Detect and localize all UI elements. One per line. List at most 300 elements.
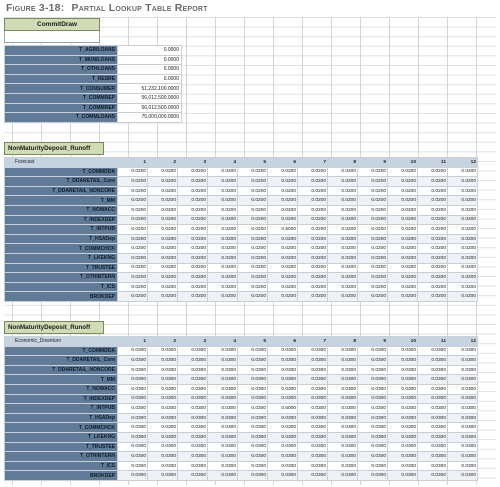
runoff-row: [5, 461, 478, 471]
commitdraw-row: [5, 74, 182, 84]
rate-cell: 0.0300: [388, 346, 418, 356]
rate-cell: 0.0300: [238, 356, 268, 366]
rate-cell: 0.0300: [148, 413, 178, 423]
rate-cell: 0.0300: [118, 384, 148, 394]
rate-cell: 0.0200: [418, 282, 448, 292]
rate-cell: 0.0200: [358, 177, 388, 187]
rate-cell: 0.0300: [298, 356, 328, 366]
rate-cell: 0.0300: [238, 442, 268, 452]
rate-cell: 0.0200: [298, 167, 328, 177]
rate-cell: 0.0200: [388, 196, 418, 206]
runoff-row: [5, 394, 478, 404]
rate-cell: 0.0200: [148, 215, 178, 225]
rate-cell: 0.0300: [448, 375, 478, 385]
runoff-row: [5, 452, 478, 462]
row-value: 0.0000: [118, 46, 182, 56]
rate-cell: 0.0300: [418, 452, 448, 462]
rate-cell: 0.0300: [388, 432, 418, 442]
rate-cell: 0.0200: [388, 292, 418, 302]
rate-cell: 0.0300: [118, 356, 148, 366]
row-value: 51,232,100.0000: [118, 84, 182, 94]
rate-cell: 0.0300: [358, 432, 388, 442]
rate-cell: 0.0200: [238, 186, 268, 196]
rate-cell: 0.0200: [298, 263, 328, 273]
runoff-row: [5, 292, 478, 302]
runoff-row: [5, 215, 478, 225]
rate-cell: 0.0300: [298, 432, 328, 442]
rate-cell: 0.0200: [118, 196, 148, 206]
rate-cell: 0.0300: [388, 384, 418, 394]
runoff-row: [5, 205, 478, 215]
rate-cell: 0.0300: [178, 471, 208, 481]
rate-cell: 0.0200: [178, 215, 208, 225]
row-label: T_NOWACC: [5, 205, 118, 215]
rate-cell: 0.0200: [268, 186, 298, 196]
period-header: 6: [268, 337, 298, 347]
row-label: T_HSADep: [5, 234, 118, 244]
rate-cell: 0.0200: [238, 253, 268, 263]
figure-number: Figure 3-18:: [6, 2, 65, 14]
rate-cell: 0.0200: [268, 196, 298, 206]
rate-cell: 0.0300: [298, 452, 328, 462]
rate-cell: 0.0200: [358, 292, 388, 302]
commitdraw-row: [5, 103, 182, 113]
rate-cell: 0.0300: [418, 365, 448, 375]
rate-cell: 0.0200: [448, 253, 478, 263]
rate-cell: 0.0300: [388, 356, 418, 366]
rate-cell: 0.0200: [148, 167, 178, 177]
rate-cell: 0.0200: [178, 196, 208, 206]
rate-cell: 0.0200: [448, 167, 478, 177]
rate-cell: 0.0300: [418, 356, 448, 366]
runoff-row: [5, 186, 478, 196]
rate-cell: 0.0300: [268, 432, 298, 442]
rate-cell: 0.0200: [118, 177, 148, 187]
rate-cell: 0.0200: [298, 273, 328, 283]
rate-cell: 0.0300: [148, 356, 178, 366]
rate-cell: 0.0200: [328, 292, 358, 302]
rate-cell: 0.0200: [358, 186, 388, 196]
rate-cell: 0.0300: [298, 404, 328, 414]
rate-cell: 0.0300: [238, 365, 268, 375]
rate-cell: 0.0200: [358, 215, 388, 225]
rate-cell: 0.0300: [208, 452, 238, 462]
rate-cell: 0.0200: [118, 282, 148, 292]
rate-cell: 0.0200: [298, 177, 328, 187]
row-label: T_LKEKNG: [5, 432, 118, 442]
rate-cell: 0.0300: [298, 394, 328, 404]
rate-cell: 0.0200: [238, 177, 268, 187]
runoff-row: [5, 273, 478, 283]
rate-cell: 0.5000: [268, 404, 298, 414]
rate-cell: 0.0300: [298, 442, 328, 452]
rate-cell: 0.0200: [328, 167, 358, 177]
commitdraw-blank-cell: [4, 31, 100, 43]
rate-cell: 0.0300: [268, 346, 298, 356]
rate-cell: 0.0200: [448, 273, 478, 283]
rate-cell: 0.0300: [418, 432, 448, 442]
rate-cell: 0.0200: [238, 205, 268, 215]
period-header: 5: [238, 158, 268, 168]
runoff-row: [5, 365, 478, 375]
rate-cell: 0.0200: [268, 234, 298, 244]
rate-cell: 0.0300: [118, 375, 148, 385]
rate-cell: 0.0300: [448, 471, 478, 481]
runoff-table: [4, 157, 478, 302]
rate-cell: 0.0200: [388, 282, 418, 292]
runoff-header-row: [5, 337, 478, 347]
rate-cell: 0.0300: [268, 384, 298, 394]
rate-cell: 0.0300: [208, 432, 238, 442]
rate-cell: 0.0300: [148, 346, 178, 356]
rate-cell: 0.0300: [118, 442, 148, 452]
period-header: 9: [358, 158, 388, 168]
rate-cell: 0.0200: [268, 244, 298, 254]
runoff-row: [5, 234, 478, 244]
rate-cell: 0.0200: [148, 253, 178, 263]
rate-cell: 0.0200: [148, 225, 178, 235]
rate-cell: 0.0200: [178, 244, 208, 254]
rate-cell: 0.0300: [358, 442, 388, 452]
rate-cell: 0.0300: [118, 394, 148, 404]
rate-cell: 0.0200: [418, 273, 448, 283]
period-header: 5: [238, 337, 268, 347]
row-label: T_MUNILOANS: [5, 55, 118, 65]
row-value: 75,000,000.0000: [118, 113, 182, 123]
rate-cell: 0.0200: [358, 282, 388, 292]
runoff-header-row: [5, 158, 478, 168]
rate-cell: 0.0200: [208, 292, 238, 302]
rate-cell: 0.0300: [148, 442, 178, 452]
rate-cell: 0.0200: [358, 263, 388, 273]
rate-cell: 0.0200: [118, 215, 148, 225]
rate-cell: 0.0200: [448, 234, 478, 244]
rate-cell: 0.0300: [418, 384, 448, 394]
period-header: 4: [208, 337, 238, 347]
runoff-row: [5, 413, 478, 423]
rate-cell: 0.0300: [328, 442, 358, 452]
runoff-row: [5, 432, 478, 442]
rate-cell: 0.0200: [238, 244, 268, 254]
period-header: 8: [328, 158, 358, 168]
period-header: 12: [448, 337, 478, 347]
runoff-row: [5, 384, 478, 394]
rate-cell: 0.0300: [118, 432, 148, 442]
runoff-row: [5, 225, 478, 235]
rate-cell: 0.0300: [388, 442, 418, 452]
rate-cell: 0.0200: [208, 215, 238, 225]
rate-cell: 0.0300: [178, 461, 208, 471]
rate-cell: 0.0300: [238, 384, 268, 394]
rate-cell: 0.0300: [148, 384, 178, 394]
rate-cell: 0.0200: [358, 225, 388, 235]
rate-cell: 0.0200: [208, 234, 238, 244]
rate-cell: 0.0200: [238, 215, 268, 225]
rate-cell: 0.0300: [268, 365, 298, 375]
period-header: 12: [448, 158, 478, 168]
period-header: 11: [418, 158, 448, 168]
rate-cell: 0.0300: [178, 394, 208, 404]
rate-cell: 0.0200: [328, 253, 358, 263]
rate-cell: 0.0200: [148, 244, 178, 254]
rate-cell: 0.0300: [178, 423, 208, 433]
rate-cell: 0.0300: [148, 423, 178, 433]
rate-cell: 0.0300: [328, 413, 358, 423]
rate-cell: 0.0300: [238, 432, 268, 442]
rate-cell: 0.0200: [418, 225, 448, 235]
row-label: T_RESRE: [5, 74, 118, 84]
rate-cell: 0.0300: [358, 471, 388, 481]
period-header: 10: [388, 337, 418, 347]
row-label: T_HSADep: [5, 413, 118, 423]
rate-cell: 0.0200: [118, 205, 148, 215]
rate-cell: 0.0300: [208, 346, 238, 356]
rate-cell: 0.0200: [448, 244, 478, 254]
rate-cell: 0.0300: [358, 356, 388, 366]
row-label: T_INDEXDEP: [5, 394, 118, 404]
runoff-row: [5, 244, 478, 254]
commitdraw-row: [5, 46, 182, 56]
rate-cell: 0.0300: [418, 442, 448, 452]
rate-cell: 0.0200: [418, 292, 448, 302]
rate-cell: 0.0300: [448, 452, 478, 462]
runoff-row: [5, 253, 478, 263]
rate-cell: 0.0300: [208, 423, 238, 433]
row-label: T_INTPUB: [5, 225, 118, 235]
rate-cell: 0.0200: [388, 205, 418, 215]
rate-cell: 0.0200: [388, 225, 418, 235]
row-label: T_TRUSTEE: [5, 442, 118, 452]
row-label: T_COMMDDA: [5, 346, 118, 356]
rate-cell: 0.0300: [448, 442, 478, 452]
rate-cell: 0.0300: [148, 471, 178, 481]
rate-cell: 0.0300: [238, 452, 268, 462]
rate-cell: 0.0200: [418, 263, 448, 273]
rate-cell: 0.0300: [418, 461, 448, 471]
rate-cell: 0.0200: [208, 244, 238, 254]
rate-cell: 0.0300: [208, 461, 238, 471]
rate-cell: 0.0300: [118, 471, 148, 481]
runoff-row: [5, 356, 478, 366]
row-value: 0.0000: [118, 65, 182, 75]
rate-cell: 0.0300: [268, 461, 298, 471]
rate-cell: 0.0200: [358, 167, 388, 177]
rate-cell: 0.0300: [448, 365, 478, 375]
runoff-row: [5, 282, 478, 292]
runoff-block-forecast: [4, 142, 496, 302]
runoff-row: [5, 404, 478, 414]
rate-cell: 0.0200: [148, 234, 178, 244]
runoff-row: [5, 263, 478, 273]
rate-cell: 0.0300: [238, 394, 268, 404]
rate-cell: 0.0200: [148, 196, 178, 206]
row-label: T_ICS: [5, 461, 118, 471]
period-header: 2: [148, 158, 178, 168]
period-header: 4: [208, 158, 238, 168]
rate-cell: 0.0300: [298, 471, 328, 481]
rate-cell: 0.0200: [418, 253, 448, 263]
rate-cell: 0.0300: [118, 452, 148, 462]
rate-cell: 0.0200: [148, 177, 178, 187]
rate-cell: 0.0300: [358, 423, 388, 433]
rate-cell: 0.0300: [178, 413, 208, 423]
rate-cell: 0.0200: [448, 196, 478, 206]
rate-cell: 0.0300: [328, 471, 358, 481]
rate-cell: 0.0200: [418, 186, 448, 196]
rate-cell: 0.0200: [208, 225, 238, 235]
row-value: 0.0000: [118, 74, 182, 84]
rate-cell: 0.0200: [298, 196, 328, 206]
rate-cell: 0.0200: [148, 205, 178, 215]
rate-cell: 0.0200: [208, 263, 238, 273]
rate-cell: 0.0200: [208, 253, 238, 263]
rate-cell: 0.0200: [298, 234, 328, 244]
rate-cell: 0.0300: [148, 394, 178, 404]
rate-cell: 0.0300: [328, 356, 358, 366]
rate-cell: 0.0200: [298, 282, 328, 292]
rate-cell: 0.0200: [118, 167, 148, 177]
rate-cell: 0.0300: [358, 413, 388, 423]
commitdraw-title: CommitDraw: [4, 18, 100, 31]
rate-cell: 0.0300: [208, 442, 238, 452]
rate-cell: 0.0300: [388, 452, 418, 462]
rate-cell: 0.0300: [178, 365, 208, 375]
period-header: 7: [298, 337, 328, 347]
rate-cell: 0.0200: [328, 215, 358, 225]
rate-cell: 0.0300: [268, 394, 298, 404]
rate-cell: 0.0300: [328, 452, 358, 462]
rate-cell: 0.0300: [358, 394, 388, 404]
rate-cell: 0.0300: [358, 452, 388, 462]
rate-cell: 0.0300: [448, 432, 478, 442]
rate-cell: 0.0200: [418, 215, 448, 225]
rate-cell: 0.5000: [268, 225, 298, 235]
runoff-table: [4, 336, 478, 481]
rate-cell: 0.0200: [448, 292, 478, 302]
rate-cell: 0.0300: [388, 423, 418, 433]
rate-cell: 0.0200: [328, 177, 358, 187]
rate-cell: 0.0300: [268, 375, 298, 385]
rate-cell: 0.0200: [358, 196, 388, 206]
rate-cell: 0.0300: [118, 423, 148, 433]
rate-cell: 0.0300: [118, 413, 148, 423]
row-label: T_CONSUMER: [5, 84, 118, 94]
rate-cell: 0.0200: [328, 234, 358, 244]
rate-cell: 0.0300: [418, 394, 448, 404]
rate-cell: 0.0300: [208, 356, 238, 366]
commitdraw-row: [5, 55, 182, 65]
rate-cell: 0.0200: [328, 282, 358, 292]
rate-cell: 0.0200: [418, 244, 448, 254]
rate-cell: 0.0200: [148, 186, 178, 196]
rate-cell: 0.0300: [208, 413, 238, 423]
rate-cell: 0.0300: [388, 413, 418, 423]
rate-cell: 0.0200: [328, 244, 358, 254]
row-label: T_LKEKNG: [5, 253, 118, 263]
row-label: T_INTPUB: [5, 404, 118, 414]
rate-cell: 0.0300: [448, 356, 478, 366]
rate-cell: 0.0200: [298, 215, 328, 225]
rate-cell: 0.0300: [118, 461, 148, 471]
rate-cell: 0.0200: [298, 292, 328, 302]
runoff-row: [5, 196, 478, 206]
rate-cell: 0.0200: [418, 167, 448, 177]
period-header: 1: [118, 337, 148, 347]
rate-cell: 0.0300: [358, 384, 388, 394]
row-label: BROKDEP: [5, 292, 118, 302]
rate-cell: 0.0300: [448, 394, 478, 404]
rate-cell: 0.0200: [448, 177, 478, 187]
rate-cell: 0.0300: [448, 346, 478, 356]
row-label: T_ICS: [5, 282, 118, 292]
rate-cell: 0.0300: [298, 384, 328, 394]
rate-cell: 0.0200: [268, 282, 298, 292]
rate-cell: 0.0300: [268, 356, 298, 366]
rate-cell: 0.0200: [208, 273, 238, 283]
rate-cell: 0.0300: [238, 413, 268, 423]
rate-cell: 0.0200: [388, 215, 418, 225]
rate-cell: 0.0200: [448, 186, 478, 196]
rate-cell: 0.0200: [208, 282, 238, 292]
rate-cell: 0.0300: [208, 471, 238, 481]
rate-cell: 0.0300: [208, 384, 238, 394]
rate-cell: 0.0200: [238, 225, 268, 235]
rate-cell: 0.0300: [448, 461, 478, 471]
rate-cell: 0.0300: [208, 394, 238, 404]
period-header: 9: [358, 337, 388, 347]
rate-cell: 0.0200: [298, 253, 328, 263]
row-value: 56,012,500.0000: [118, 103, 182, 113]
rate-cell: 0.0300: [178, 384, 208, 394]
row-label: T_INDEXDEP: [5, 215, 118, 225]
rate-cell: 0.0200: [448, 282, 478, 292]
rate-cell: 0.0300: [178, 432, 208, 442]
row-label: T_COMMCHCK: [5, 244, 118, 254]
rate-cell: 0.0300: [148, 432, 178, 442]
row-label: T_AGRILOANS: [5, 46, 118, 56]
rate-cell: 0.0300: [388, 461, 418, 471]
rate-cell: 0.0300: [328, 384, 358, 394]
rate-cell: 0.0300: [238, 471, 268, 481]
rate-cell: 0.0200: [298, 244, 328, 254]
rate-cell: 0.0200: [418, 234, 448, 244]
rate-cell: 0.0200: [238, 234, 268, 244]
rate-cell: 0.0200: [388, 234, 418, 244]
rate-cell: 0.0300: [418, 375, 448, 385]
rate-cell: 0.0200: [268, 205, 298, 215]
rate-cell: 0.0200: [328, 263, 358, 273]
rate-cell: 0.0300: [448, 384, 478, 394]
rate-cell: 0.0200: [298, 186, 328, 196]
period-header: 3: [178, 337, 208, 347]
rate-cell: 0.0200: [418, 177, 448, 187]
rate-cell: 0.0300: [448, 413, 478, 423]
commitdraw-table: [4, 45, 182, 123]
period-header: 11: [418, 337, 448, 347]
rate-cell: 0.0300: [328, 346, 358, 356]
rate-cell: 0.0300: [418, 471, 448, 481]
rate-cell: 0.0300: [448, 423, 478, 433]
row-label: T_OTHINTERN: [5, 452, 118, 462]
rate-cell: 0.0300: [388, 394, 418, 404]
rate-cell: 0.0200: [328, 273, 358, 283]
period-header: 3: [178, 158, 208, 168]
rate-cell: 0.0300: [298, 346, 328, 356]
rate-cell: 0.0300: [208, 365, 238, 375]
rate-cell: 0.0300: [118, 346, 148, 356]
rate-cell: 0.0200: [178, 225, 208, 235]
rate-cell: 0.0300: [178, 452, 208, 462]
